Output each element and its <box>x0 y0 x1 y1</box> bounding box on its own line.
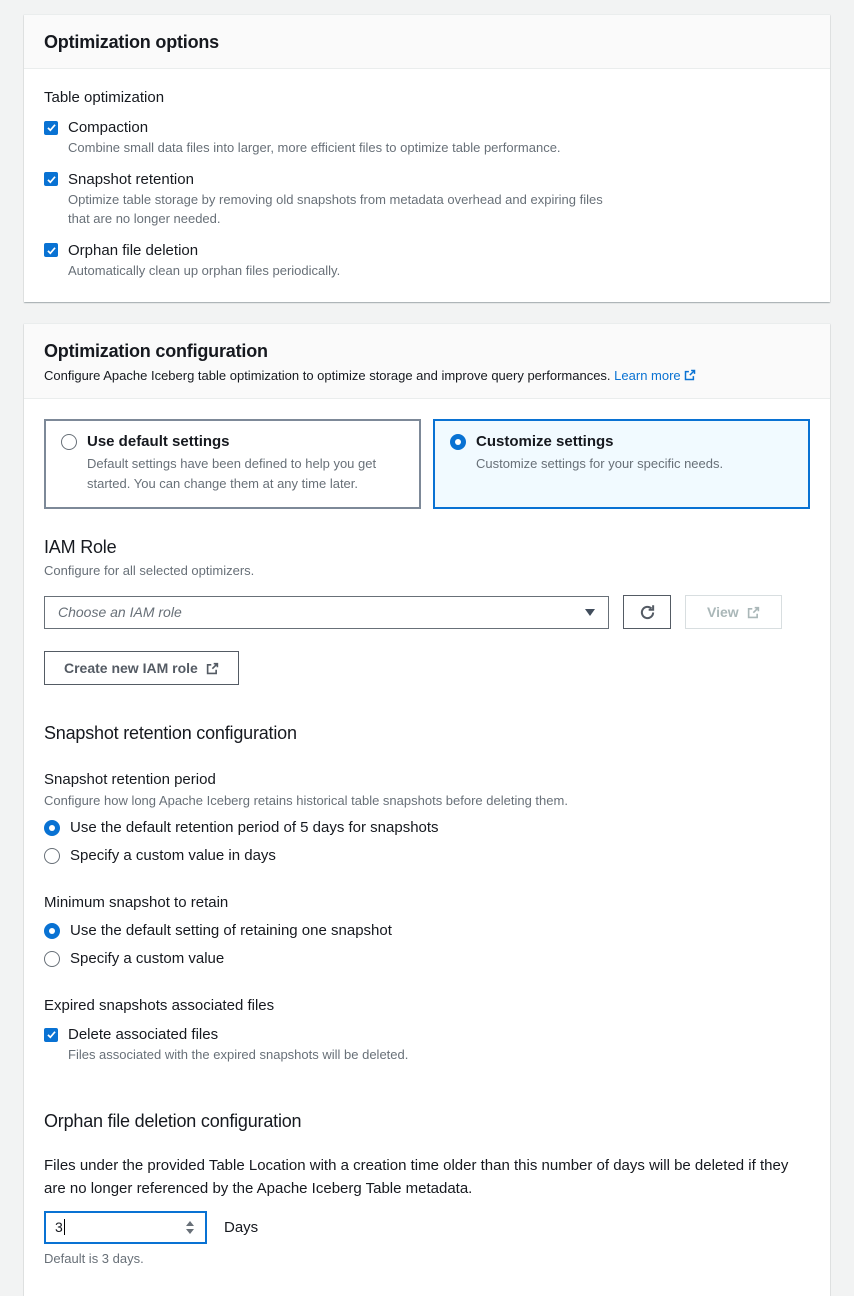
check-icon <box>46 1029 57 1040</box>
retention-custom-radio[interactable] <box>44 848 60 864</box>
create-new-iam-role-button[interactable] <box>44 651 239 685</box>
orphan-file-deletion-label: Orphan file deletion <box>68 241 199 259</box>
compaction-checkbox[interactable] <box>44 121 58 135</box>
tile-description: Default settings have been defined to help you get started. You can change them at any time later. <box>87 456 377 491</box>
create-button-label: Create new IAM role <box>64 660 198 677</box>
table-optimization-label: Table optimization <box>44 89 165 106</box>
check-icon <box>46 245 57 256</box>
stepper-down-icon[interactable] <box>186 1229 194 1234</box>
minimum-custom-label: Specify a custom value <box>70 950 225 968</box>
check-icon <box>46 174 57 185</box>
compaction-description: Combine small data files into larger, more efficient files to optimize table performance. <box>68 140 561 155</box>
panel-header <box>24 324 830 399</box>
iam-role-description: Configure for all selected optimizers. <box>44 563 255 579</box>
expired-snapshots-label: Expired snapshots associated files <box>44 997 275 1015</box>
stepper-up-icon[interactable] <box>186 1221 194 1226</box>
compaction-option <box>44 119 810 158</box>
orphan-file-deletion-description: Automatically clean up orphan files periodically. <box>68 262 341 278</box>
external-link-icon <box>206 662 219 675</box>
minimum-default-option[interactable] <box>44 922 810 939</box>
number-stepper[interactable] <box>184 1219 196 1236</box>
settings-tiles <box>44 419 810 509</box>
retention-custom-label: Specify a custom value in days <box>70 847 276 865</box>
minimum-default-label: Use the default setting of retaining one snapshot <box>70 922 392 940</box>
subtitle-text: Configure Apache Iceberg table optimization to optimize storage and improve query performances. <box>44 368 611 384</box>
view-button[interactable] <box>685 595 782 629</box>
refresh-icon <box>639 604 656 621</box>
orphan-file-deletion-checkbox[interactable] <box>44 243 58 257</box>
retention-period-label: Snapshot retention period <box>44 771 216 789</box>
iam-role-select[interactable] <box>44 596 609 629</box>
refresh-button[interactable] <box>623 595 671 629</box>
minimum-default-radio[interactable] <box>44 923 60 939</box>
customize-settings-tile[interactable] <box>433 419 810 509</box>
minimum-custom-option[interactable] <box>44 950 810 967</box>
days-input[interactable] <box>44 1211 207 1244</box>
retention-period-description: Configure how long Apache Iceberg retains historical table snapshots before deleting them. <box>44 793 568 809</box>
snapshot-retention-config-title: Snapshot retention configuration <box>44 723 297 744</box>
use-default-settings-radio[interactable] <box>61 434 77 450</box>
default-days-hint: Default is 3 days. <box>44 1250 144 1266</box>
minimum-custom-radio[interactable] <box>44 951 60 967</box>
delete-associated-files-checkbox[interactable] <box>44 1028 58 1042</box>
use-default-settings-tile[interactable] <box>44 419 421 509</box>
delete-associated-files-description: Files associated with the expired snapshots will be deleted. <box>68 1047 409 1063</box>
days-unit-label: Days <box>224 1218 259 1236</box>
customize-settings-radio[interactable] <box>450 434 466 450</box>
retention-custom-option[interactable] <box>44 847 810 864</box>
snapshot-retention-option <box>44 171 810 229</box>
view-button-label: View <box>707 604 739 621</box>
learn-more-link[interactable]: Learn more <box>614 368 696 383</box>
snapshot-retention-description: Optimize table storage by removing old snapshots from metadata overhead and expiring files that are no longer needed. <box>68 191 603 226</box>
orphan-file-deletion-option <box>44 242 810 281</box>
orphan-file-deletion-config-title: Orphan file deletion configuration <box>44 1111 302 1132</box>
snapshot-retention-checkbox[interactable] <box>44 172 58 186</box>
iam-role-title: IAM Role <box>44 537 117 558</box>
retention-default-radio[interactable] <box>44 820 60 836</box>
select-placeholder: Choose an IAM role <box>58 604 182 621</box>
retention-default-option[interactable] <box>44 819 810 836</box>
days-input-value: 3 <box>55 1219 63 1236</box>
configuration-title: Optimization configuration <box>44 341 268 362</box>
compaction-label: Compaction <box>68 119 149 136</box>
optimization-options-panel <box>24 14 830 302</box>
check-icon <box>46 122 57 133</box>
page-title: Optimization options <box>44 32 219 52</box>
orphan-description: Files under the provided Table Location with a creation time older than this number of days will be deleted if they are no longer referenced by the Apache Iceberg Table metadata. <box>44 1157 789 1198</box>
text-cursor <box>64 1219 65 1235</box>
tile-title: Use default settings <box>87 433 230 451</box>
external-link-icon <box>684 369 696 381</box>
panel-header <box>24 15 830 69</box>
tile-title: Customize settings <box>476 433 614 451</box>
optimization-configuration-panel <box>24 323 830 1295</box>
chevron-down-icon <box>585 609 595 616</box>
retention-default-label: Use the default retention period of 5 days for snapshots <box>70 819 439 837</box>
minimum-snapshot-label: Minimum snapshot to retain <box>44 894 229 912</box>
external-link-icon <box>747 606 760 619</box>
delete-associated-files-option <box>44 1026 810 1065</box>
snapshot-retention-label: Snapshot retention <box>68 170 194 188</box>
delete-associated-files-label: Delete associated files <box>68 1026 219 1044</box>
tile-description: Customize settings for your specific needs. <box>476 456 724 472</box>
configuration-subtitle <box>44 368 810 383</box>
